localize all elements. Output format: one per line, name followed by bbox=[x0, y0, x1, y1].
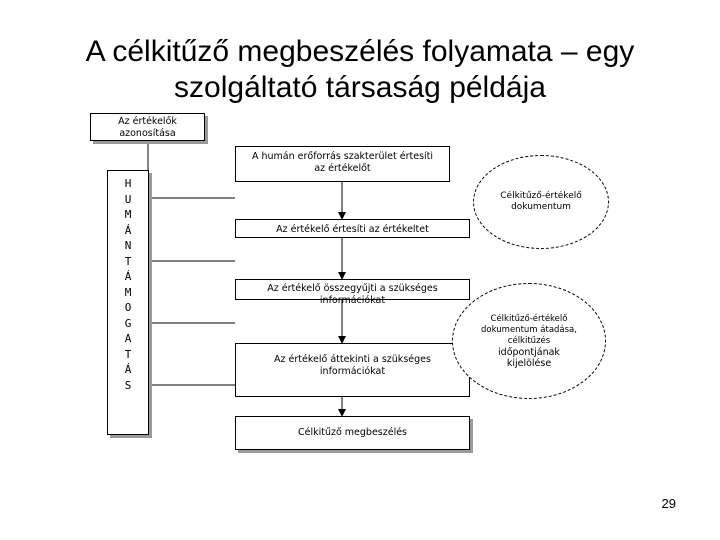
vertical-letter: U bbox=[124, 192, 132, 206]
vertical-letter: N bbox=[124, 239, 132, 252]
vertical-letter: M bbox=[124, 208, 132, 221]
title-line-1: A célkitűző megbeszélés folyamata – egy bbox=[85, 35, 635, 68]
vertical-letter: S bbox=[124, 378, 132, 392]
ellipse-handover-text bbox=[481, 314, 577, 369]
ellipse-document-text: Célkitűző-értékelő dokumentum bbox=[500, 191, 582, 212]
box-review-info-text: Az értékelő áttekinti a szükséges információkat bbox=[274, 354, 431, 377]
vertical-letter: T bbox=[124, 254, 132, 268]
vertical-letter: T bbox=[124, 347, 132, 361]
box-goal-meeting bbox=[235, 416, 470, 450]
page-number: 29 bbox=[661, 496, 676, 511]
box-review-info bbox=[235, 343, 470, 397]
box-collect-info bbox=[235, 279, 470, 306]
box-hr-notifies bbox=[235, 146, 450, 182]
handover-line: célkitűzés bbox=[507, 335, 551, 346]
handover-line: dokumentum átadása, bbox=[481, 324, 577, 335]
vertical-letter: M bbox=[124, 285, 132, 299]
vertical-letter: Á bbox=[124, 223, 132, 237]
handover-line: időpontjának bbox=[498, 346, 560, 358]
box-notify-ratee-text: Az értékelő értesíti az értékeltet bbox=[276, 224, 429, 235]
ellipse-document bbox=[473, 155, 609, 249]
title-line-2: szolgáltató társaság példája bbox=[174, 71, 546, 104]
box-goal-meeting-text: Célkitűző megbeszélés bbox=[297, 427, 408, 438]
box-collect-info-text: Az értékelő összegyűjti a szükséges információkat bbox=[267, 283, 438, 306]
vertical-letter: O bbox=[124, 301, 132, 314]
vertical-letter: H bbox=[124, 177, 132, 190]
box-notify-ratee bbox=[235, 219, 470, 238]
box-identify-text: Az értékelők azonosítása bbox=[118, 116, 177, 139]
hr-support-bar bbox=[107, 170, 149, 435]
vertical-letter: Á bbox=[124, 270, 132, 283]
vertical-letter: Á bbox=[124, 363, 132, 376]
ellipse-handover bbox=[452, 283, 606, 399]
handover-line: kijelölése bbox=[506, 357, 552, 369]
vertical-letter: A bbox=[124, 332, 132, 345]
box-identify-raters bbox=[90, 113, 205, 141]
vertical-letter: G bbox=[124, 316, 132, 330]
handover-line: Célkitűző-értékelő bbox=[490, 313, 568, 324]
box-hr-notifies-text: A humán erőforrás szakterület értesíti az értékelőt bbox=[251, 151, 434, 174]
